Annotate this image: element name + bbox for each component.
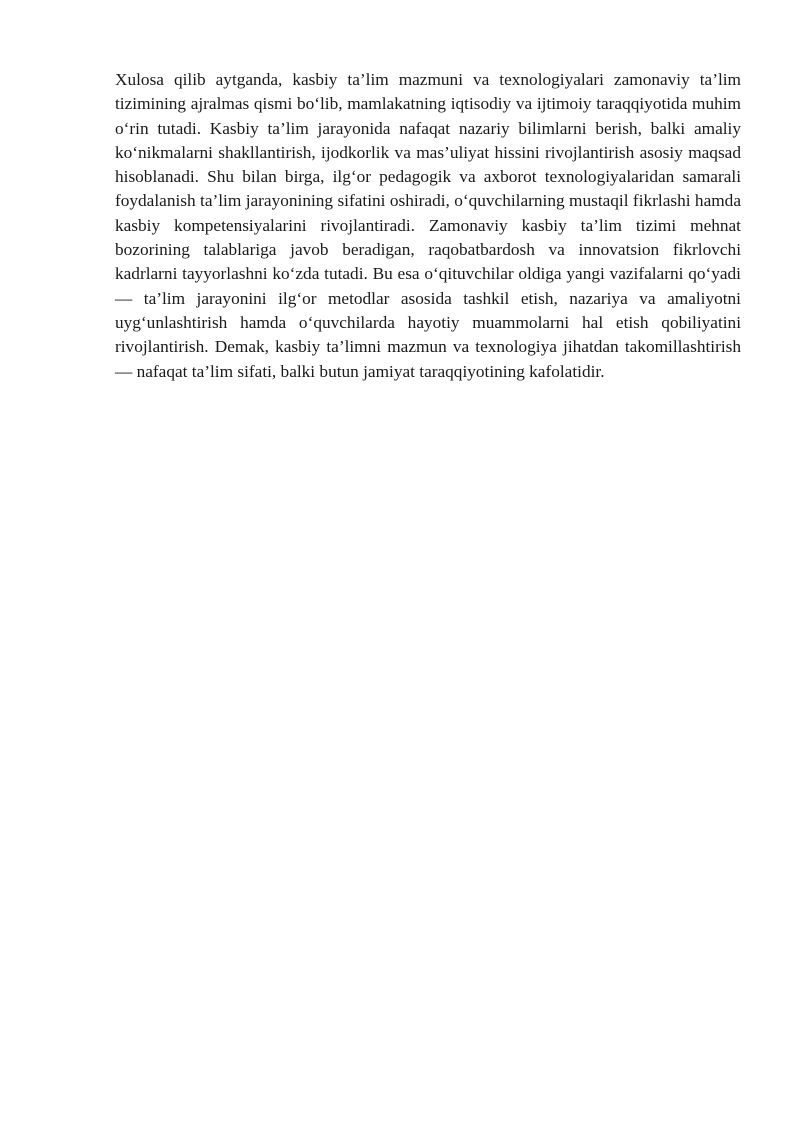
conclusion-paragraph: Xulosa qilib aytganda, kasbiy ta’lim mazmuni va texnologiyalari zamonaviy ta’lim tizimining ajralmas qismi bo‘lib, mamlakatning iqtisodiy va ijtimoiy taraqqiyotida muhim o‘rin tutadi. Kasbiy ta’lim jarayonida nafaqat nazariy bilimlarni berish, balki amaliy ko‘nikmalarni shakllantirish, ijodkorlik va mas’uliyat hissini rivojlantirish asosiy maqsad hisoblanadi. Shu bilan birga, ilg‘or pedagogik va axborot texnologiyalaridan samarali foydalanish ta’lim jarayonining sifatini oshiradi, o‘quvchilarning mustaqil fikrlashi hamda kasbiy kompetensiyalarini rivojlantiradi. Zamonaviy kasbiy ta’lim tizimi mehnat bozorining talablariga javob beradigan, raqobatbardosh va innovatsion fikrlovchi kadrlarni tayyorlashni ko‘zda tutadi. Bu esa o‘qituvchilar oldiga yangi vazifalarni qo‘yadi — ta’lim jarayonini ilg‘or metodlar asosida tashkil etish, nazariya va amaliyotni uyg‘unlashtirish hamda o‘quvchilarda hayotiy muammolarni hal etish qobiliyatini rivojlantirish. Demak, kasbiy ta’limni mazmun va texnologiya jihatdan takomillashtirish — nafaqat ta’lim sifati, balki butun jamiyat taraqqiyotining kafolatidir. <box>115 70 741 381</box>
